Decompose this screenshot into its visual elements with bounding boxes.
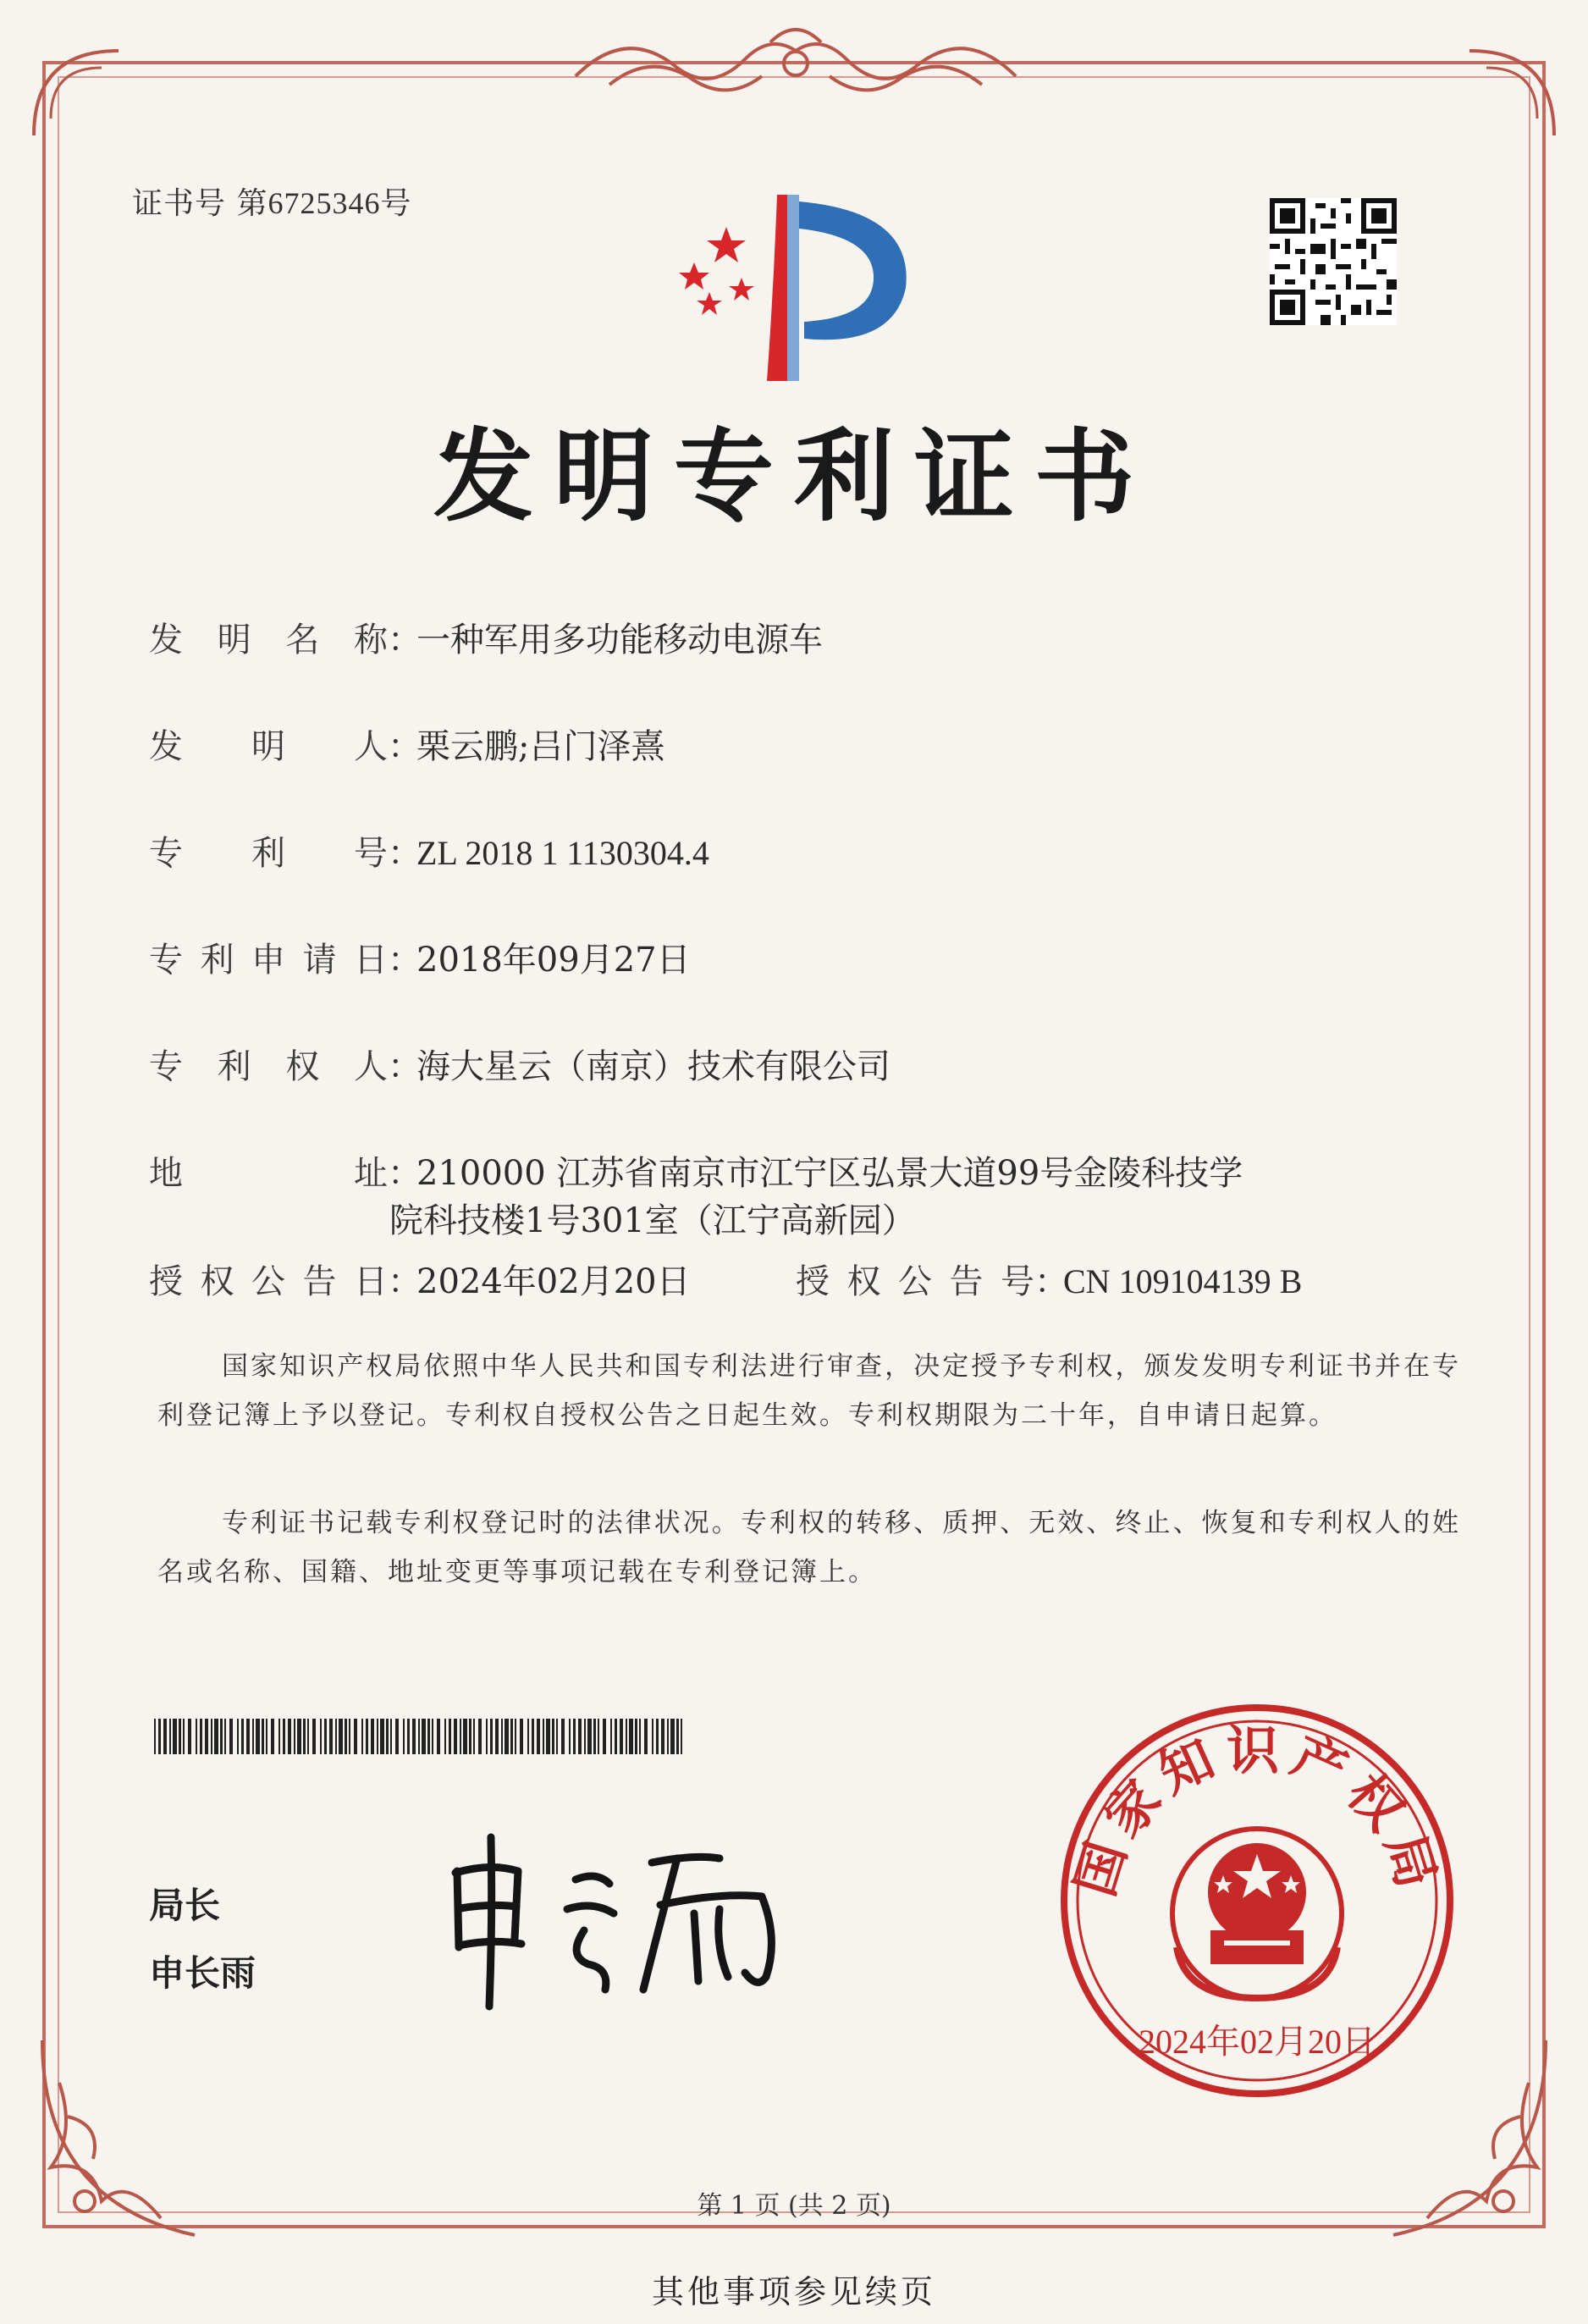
- filing-date-value: 2018年09月27日: [416, 941, 691, 980]
- patent-number-value: ZL 2018 1 1130304.4: [416, 834, 709, 872]
- page-number: 第 1 页 (共 2 页): [697, 2191, 891, 2221]
- qr-code: [1270, 198, 1397, 325]
- director-name: 申长雨: [149, 1952, 256, 1994]
- field-grant-date: 授权公告日：2024年02月20日: [149, 1255, 691, 1303]
- grant-number-value: CN 109104139 B: [1063, 1262, 1303, 1300]
- inventor-value: 栗云鹏;吕门泽熹: [416, 727, 665, 766]
- grant-date-value: 2024年02月20日: [416, 1262, 691, 1301]
- top-ornament-icon: [559, 17, 1033, 110]
- address-label: 地址: [149, 1154, 388, 1193]
- field-inventor: 发明人：栗云鹏;吕门泽熹: [149, 720, 664, 768]
- invention-name-label: 发明名称: [149, 621, 388, 660]
- grant-date-label: 授权公告日: [149, 1262, 388, 1301]
- top-left-corner-ornament-icon: [25, 42, 127, 144]
- top-right-corner-ornament-icon: [1461, 42, 1563, 144]
- cnipa-logo: [660, 178, 931, 398]
- field-address: 地址：210000 江苏省南京市江宁区弘景大道99号金陵科技学: [149, 1146, 1243, 1195]
- page-title: 发明专利证书: [433, 418, 1155, 535]
- director-title: 局长: [149, 1885, 221, 1926]
- certificate-number-prefix: 证书号: [132, 186, 227, 221]
- inventor-label: 发明人: [149, 727, 388, 766]
- legal-paragraph-1: 国家知识产权局依照中华人民共和国专利法进行审查，决定授予专利权，颁发发明专利证书并在专利登记簿上予以登记。专利权自授权公告之日起生效。专利权期限为二十年，自申请日起算。: [157, 1351, 1461, 1431]
- patentee-value: 海大星云（南京）技术有限公司: [416, 1047, 890, 1086]
- patent-number-label: 专利号: [149, 834, 388, 873]
- legal-paragraph-2: 专利证书记载专利权登记时的法律状况。专利权的转移、质押、无效、终止、恢复和专利权人的姓名或名称、国籍、地址变更等事项记载在专利登记簿上。: [157, 1508, 1461, 1587]
- field-invention-name: 发明名称：一种军用多功能移动电源车: [149, 613, 823, 661]
- invention-name-value: 一种军用多功能移动电源车: [416, 621, 823, 660]
- field-patent-number: 专利号：ZL 2018 1 1130304.4: [149, 826, 709, 875]
- address-value-line2: 院科技楼1号301室（江宁高新园）: [389, 1201, 916, 1240]
- barcode: [154, 1719, 686, 1754]
- field-grant-number: 授权公告号：CN 109104139 B: [796, 1255, 1302, 1303]
- continuation-note: 其他事项参见续页: [651, 2273, 936, 2310]
- patentee-label: 专利权人: [149, 1047, 388, 1086]
- filing-date-label: 专利申请日: [149, 941, 388, 980]
- grant-number-label: 授权公告号: [796, 1262, 1034, 1301]
- svg-text:国家知识产权局: 国家知识产权局: [1063, 1720, 1451, 1903]
- field-filing-date: 专利申请日：2018年09月27日: [149, 933, 691, 981]
- certificate-number: [132, 179, 411, 223]
- certificate-number-value: 第6725346号: [236, 186, 412, 220]
- field-patentee: 专利权人：海大星云（南京）技术有限公司: [149, 1040, 890, 1088]
- director-signature: [440, 1820, 830, 2015]
- address-value-line1: 210000 江苏省南京市江宁区弘景大道99号金陵科技学: [416, 1154, 1243, 1193]
- seal-date: 2024年02月20日: [1139, 2023, 1376, 2061]
